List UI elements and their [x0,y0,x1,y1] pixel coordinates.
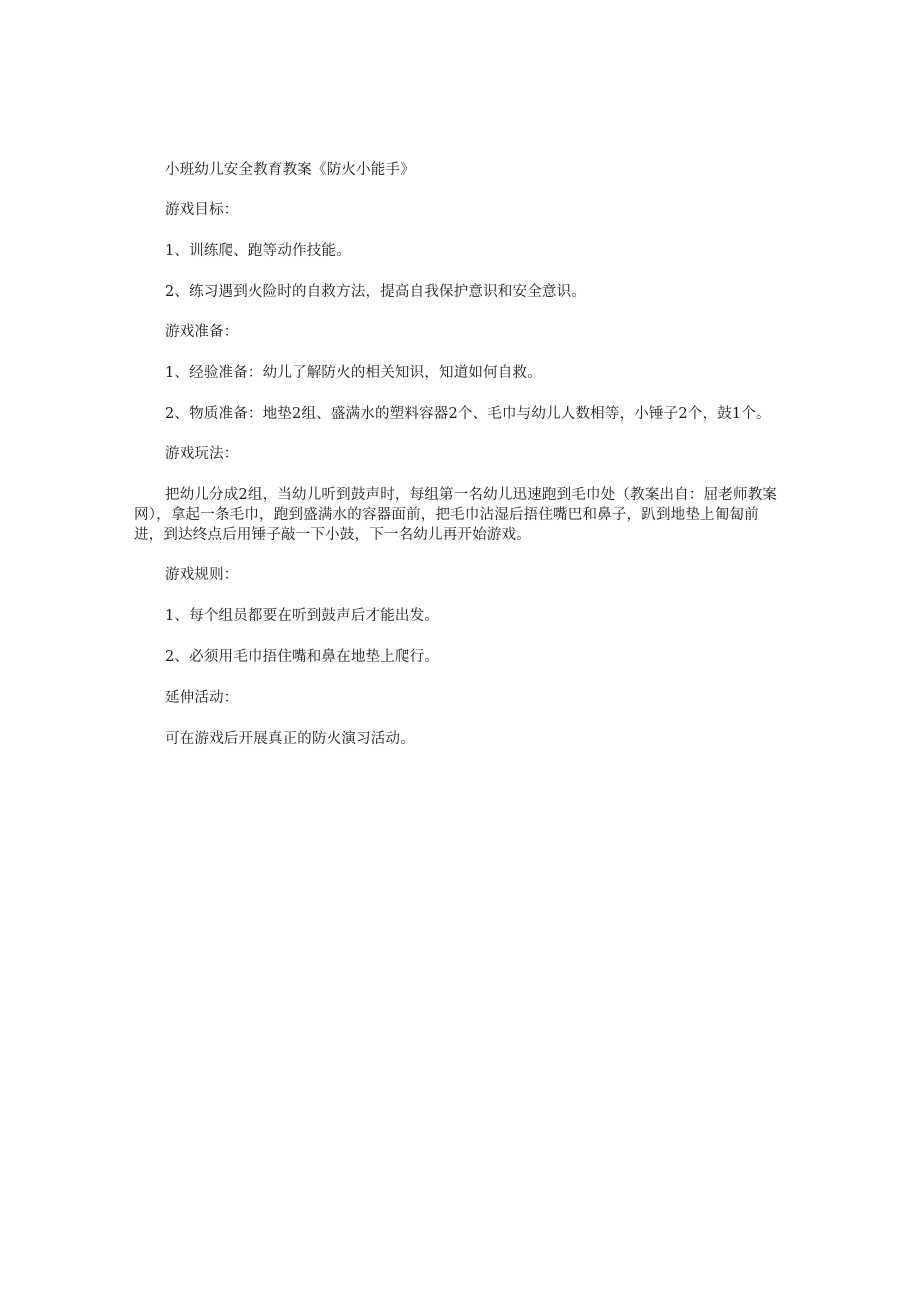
prep-item-2: 2、物质准备：地垫2组、盛满水的塑料容器2个、毛巾与幼儿人数相等，小锤子2个，鼓1个。 [165,406,771,422]
goal-item-2: 2、练习遇到火险时的自救方法，提高自我保护意识和安全意识。 [165,284,587,300]
play-heading: 游戏玩法： [165,446,239,462]
document-body [134,160,786,749]
prep-item-1: 1、经验准备：幼儿了解防火的相关知识，知道如何自救。 [165,365,542,381]
play-paragraph: 把幼儿分成2组，当幼儿听到鼓声时，每组第一名幼儿迅速跑到毛巾处（教案出自：屈老师教案网），拿起一条毛巾，跑到盛满水的容器面前，把毛巾沾湿后捂住嘴巴和鼻子，趴到地垫上匍匐前进，到达终点后用锤子敲一下小鼓，下一名幼儿再开始游戏。 [134,487,778,543]
goals-heading: 游戏目标： [165,202,239,218]
prep-heading: 游戏准备： [165,324,239,340]
extension-heading: 延伸活动： [165,690,239,706]
goal-item-1: 1、训练爬、跑等动作技能。 [165,243,351,259]
extension-paragraph: 可在游戏后开展真正的防火演习活动。 [165,731,415,747]
document-title: 小班幼儿安全教育教案《防火小能手》 [165,162,415,178]
rule-item-2: 2、必须用毛巾捂住嘴和鼻在地垫上爬行。 [165,649,440,665]
rule-item-1: 1、每个组员都要在听到鼓声后才能出发。 [165,608,440,624]
rules-heading: 游戏规则： [165,567,239,583]
